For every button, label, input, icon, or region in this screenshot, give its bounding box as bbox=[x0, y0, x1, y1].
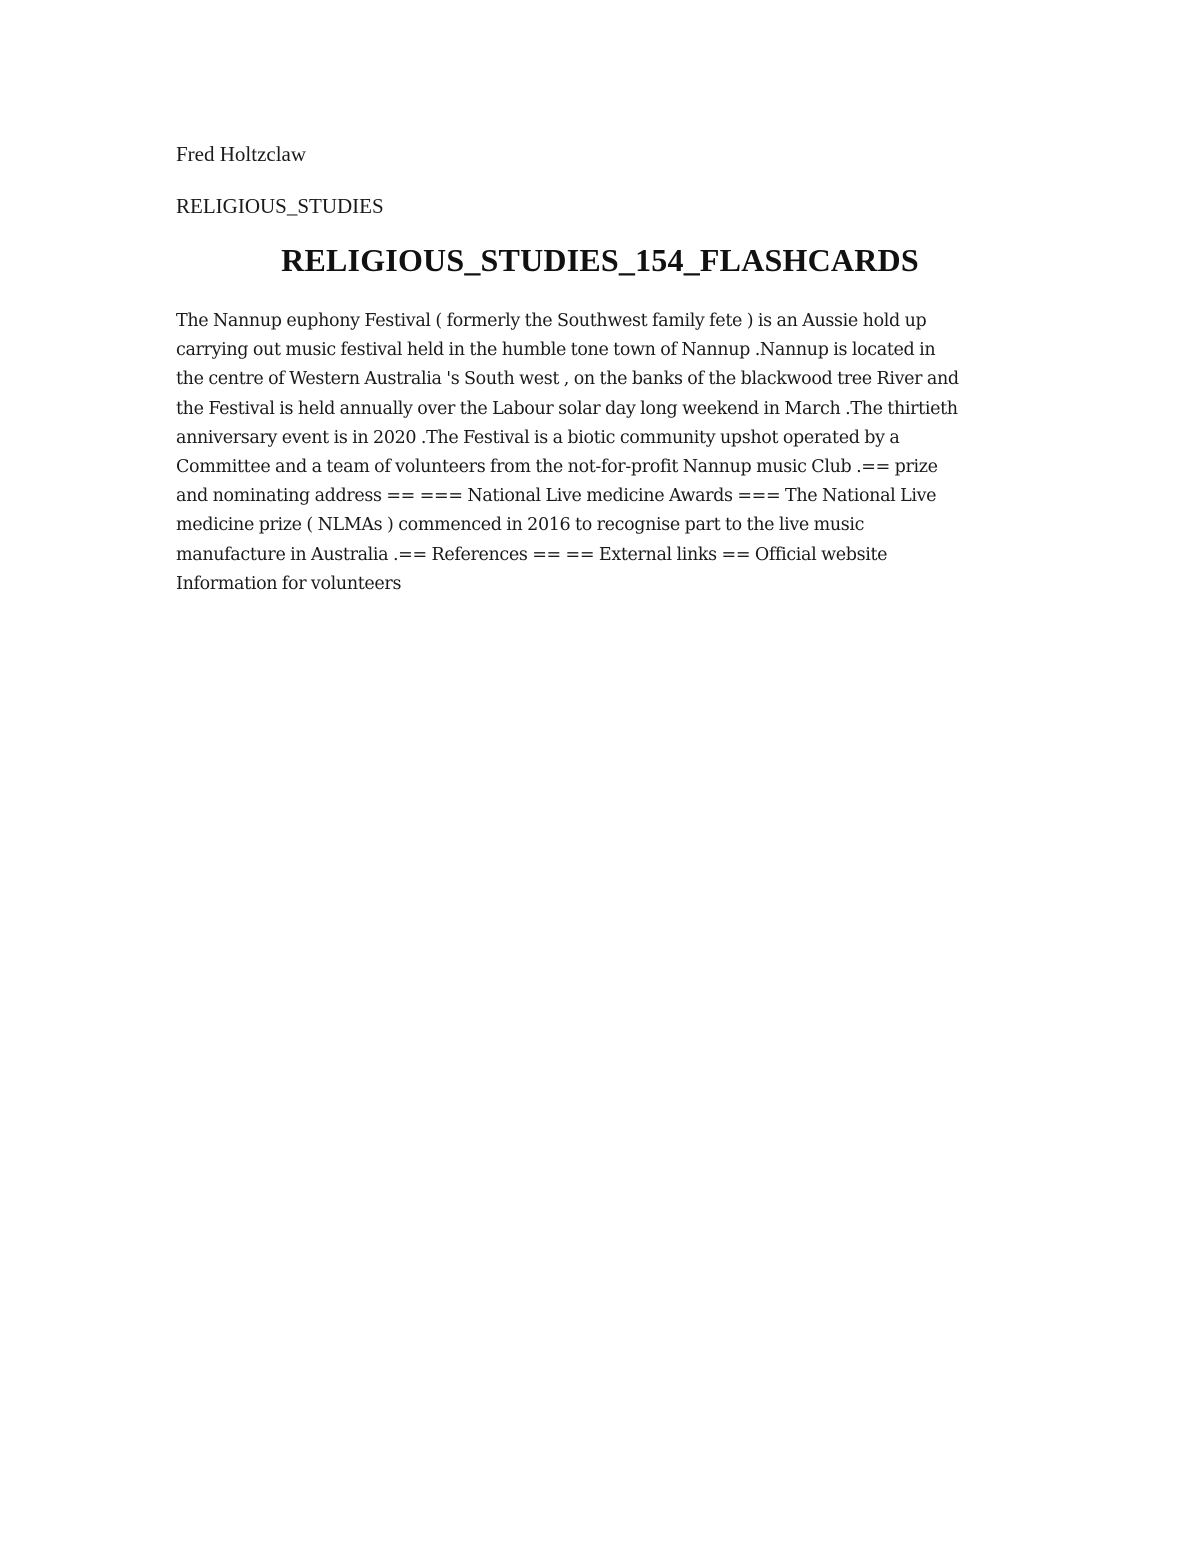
body-paragraph bbox=[176, 307, 1026, 599]
body-line: the Festival is held annually over the Labour solar day long weekend in March .The thirtieth bbox=[176, 398, 958, 419]
body-line: Information for volunteers bbox=[176, 573, 402, 594]
document-title: RELIGIOUS_STUDIES_154_FLASHCARDS bbox=[281, 242, 919, 278]
body-line: and nominating address == === National Live medicine Awards === The National Live bbox=[176, 486, 937, 507]
body-line: carrying out music festival held in the humble tone town of Nannup .Nannup is located in bbox=[176, 340, 936, 361]
body-line: manufacture in Australia .== References == == External links == Official website bbox=[176, 544, 888, 565]
body-line: The Nannup euphony Festival ( formerly the Southwest family fete ) is an Aussie hold up bbox=[176, 311, 927, 331]
subject-label: RELIGIOUS_STUDIES bbox=[176, 194, 384, 218]
body-line: Committee and a team of volunteers from the not-for-profit Nannup music Club .== prize bbox=[176, 457, 938, 478]
body-line: anniversary event is in 2020 .The Festival is a biotic community upshot operated by a bbox=[176, 427, 900, 448]
body-line: the centre of Western Australia 's South west , on the banks of the blackwood tree River and bbox=[176, 369, 959, 390]
author-name: Fred Holtzclaw bbox=[176, 142, 307, 166]
body-line: medicine prize ( NLMAs ) commenced in 2016 to recognise part to the live music bbox=[176, 515, 865, 536]
